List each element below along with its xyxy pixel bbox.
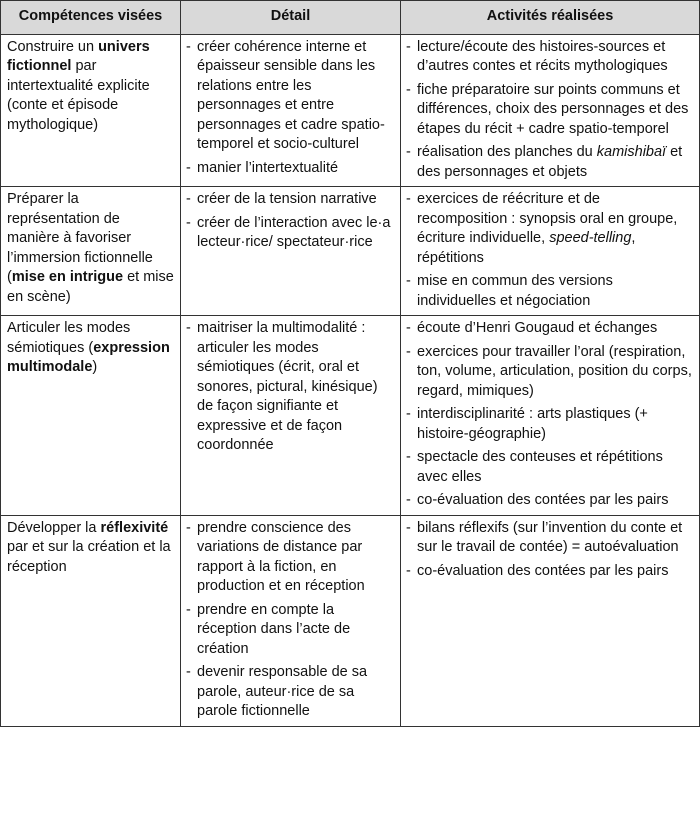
text-run: exercices de réécriture et de recomposition : synopsis oral en groupe, écriture individuelle, <box>417 191 678 246</box>
text-run: bilans réflexifs (sur l’invention du conte et sur le travail de contée) = autoévaluation <box>417 519 683 555</box>
activite-item <box>406 319 694 339</box>
activite-item <box>406 448 694 487</box>
emphasis-bold: univers fictionnel <box>7 38 150 74</box>
emphasis-italic: speed-telling <box>549 230 632 246</box>
activite-item <box>406 143 694 182</box>
activite-item <box>406 272 694 311</box>
competence-cell <box>1 316 181 516</box>
detail-list <box>186 519 395 722</box>
detail-list <box>186 38 395 179</box>
activites-cell <box>401 515 700 726</box>
text-run: et mise en scène) <box>7 269 174 305</box>
text-run: par et sur la création et la réception <box>7 539 171 575</box>
emphasis-bold: réflexivité <box>100 519 169 536</box>
activite-item <box>406 190 694 268</box>
detail-cell <box>181 34 401 187</box>
text-run: par intertextualité explicite (conte et épisode mythologique) <box>7 58 150 133</box>
text-run: , répétitions <box>417 230 636 266</box>
activites-list <box>406 190 694 311</box>
activites-cell <box>401 316 700 516</box>
activites-list <box>406 38 694 183</box>
activite-item <box>406 343 694 402</box>
table-row <box>1 316 700 516</box>
activites-list <box>406 519 694 582</box>
emphasis-bold: mise en intrigue <box>11 269 124 285</box>
activite-item <box>406 38 694 77</box>
text-run: Développer la <box>7 519 101 536</box>
detail-item: - créer cohérence interne et épaisseur sensible dans les relations entre les personnages et entre personnages et cadre spatio-temporel et socio-culturel <box>186 38 395 155</box>
detail-item: - créer de l’interaction avec le·a lecteur·rice/ spectateur·rice <box>186 214 395 253</box>
header-detail: Détail <box>181 1 401 35</box>
header-competences: Compétences visées <box>1 1 181 35</box>
text-run: Construire un <box>7 38 99 55</box>
detail-item: - prendre conscience des variations de distance par rapport à la fiction, en production et en réception <box>186 519 395 597</box>
detail-item: - créer de la tension narrative <box>186 190 395 210</box>
detail-cell <box>181 187 401 316</box>
text-run: spectacle des conteuses et répétitions avec elles <box>417 449 663 485</box>
activites-cell <box>401 187 700 316</box>
detail-cell <box>181 316 401 516</box>
text-run: réalisation des planches du <box>417 144 597 160</box>
text-run: interdisciplinarité : arts plastiques (+ histoire-géographie) <box>417 406 648 442</box>
activites-cell <box>401 34 700 187</box>
table-row <box>1 187 700 316</box>
text-run: et des personnages et objets <box>417 144 683 180</box>
activite-item <box>406 405 694 444</box>
emphasis-italic: kamishibaï <box>596 144 667 160</box>
table-body <box>1 34 700 726</box>
competence-cell <box>1 515 181 726</box>
table-row <box>1 515 700 726</box>
activite-item <box>406 519 694 558</box>
text-run: mise en commun des versions individuelles et négociation <box>417 273 613 309</box>
activite-item <box>406 562 694 582</box>
text-run: Articuler les modes sémiotiques ( <box>7 320 131 356</box>
text-run: co-évaluation des contées par les pairs <box>417 492 669 508</box>
detail-item: - prendre en compte la réception dans l’acte de création <box>186 601 395 660</box>
emphasis-bold: expression multimodale <box>7 339 170 375</box>
text-run: fiche préparatoire sur points communs et différences, choix des personnages et des étapes du récit + cadre spatio-temporel <box>417 81 689 137</box>
text-run: ) <box>92 359 98 375</box>
header-row <box>1 1 700 35</box>
activites-list <box>406 319 694 511</box>
text-run: Préparer la représentation de manière à favoriser l’immersion fictionnelle ( <box>7 191 153 285</box>
text-run: co-évaluation des contées par les pairs <box>417 562 669 579</box>
activite-item <box>406 491 694 511</box>
detail-item: - manier l’intertextualité <box>186 159 395 179</box>
detail-cell <box>181 515 401 726</box>
activite-item <box>406 81 694 140</box>
text-run: lecture/écoute des histoires-sources et d’autres contes et récits mythologiques <box>417 38 668 74</box>
detail-item: - devenir responsable de sa parole, auteur·rice de sa parole fictionnelle <box>186 663 395 722</box>
table-row <box>1 34 700 187</box>
header-activites: Activités réalisées <box>401 1 700 35</box>
detail-item: - maitriser la multimodalité : articuler les modes sémiotiques (écrit, oral et sonores, pictural, kinésique) de façon signifiante et expressive et de façon coordonnée <box>186 319 395 456</box>
competence-cell <box>1 187 181 316</box>
competence-cell <box>1 34 181 187</box>
detail-list <box>186 319 395 456</box>
detail-list <box>186 190 395 253</box>
text-run: exercices pour travailler l’oral (respiration, ton, volume, articulation, position du corps, regard, mimiques) <box>417 343 692 399</box>
text-run: écoute d’Henri Gougaud et échanges <box>417 320 658 336</box>
